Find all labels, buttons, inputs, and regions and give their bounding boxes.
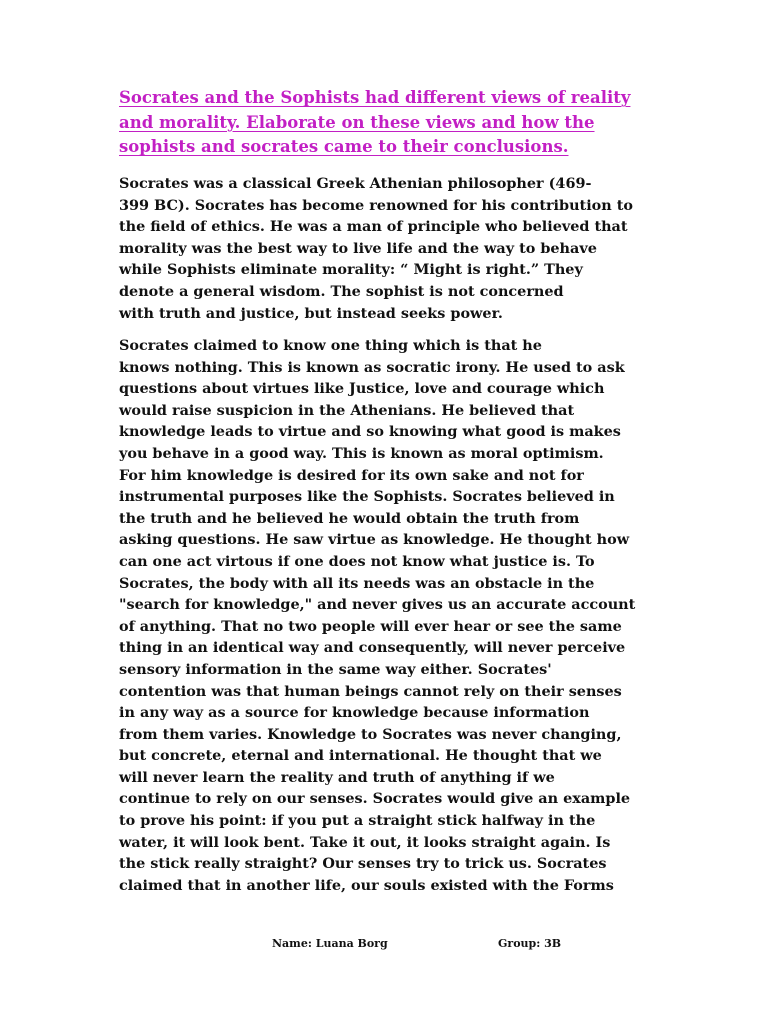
- paragraph-1: Socrates was a classical Greek Athenian philosopher (469- 399 BC). Socrates has become renowned for his contribution to the field of ethics. He was a man of principle who believed that morality was the best way to live life and the way to behave while Sophists eliminate morality: “ Might is right.” They denote a general wisdom. The sophist is not concerned with truth and justice, but instead seeks power.: [119, 175, 633, 322]
- footer-group: Group: 3B: [498, 937, 562, 950]
- footer-student-name: Name: Luana Borg: [272, 937, 388, 950]
- essay-title: Socrates and the Sophists had different views of reality and morality. Elaborate on these views and how the sophists and socrates came to their conclusions.: [119, 88, 631, 156]
- paragraph-2: Socrates claimed to know one thing which is that he knows nothing. This is known as socratic irony. He used to ask questions about virtues like Justice, love and courage which would raise suspicion in the Athenians. He believed that knowledge leads to virtue and so knowing what good is makes you behave in a good way. This is known as moral optimism. For him knowledge is desired for its own sake and not for instrumental purposes like the Sophists. Socrates believed in the truth and he believed he would obtain the truth from asking questions. He saw virtue as knowledge. He thought how can one act virtous if one does not know what justice is. To Socrates, the body with all its needs was an obstacle in the "search for knowledge," and never gives us an accurate account of anything. That no two people will ever hear or see the same thing in an identical way and consequently, will never perceive sensory information in the same way either. Socrates' contention was that human beings cannot rely on their senses in any way as a source for knowledge because information from them varies. Knowledge to Socrates was never changing, but concrete, eternal and international. He thought that we will never learn the reality and truth of anything if we continue to rely on our senses. Socrates would give an example to prove his point: if you put a straight stick halfway in the water, it will look bent. Take it out, it looks straight again. Is the stick really straight? Our senses try to trick us. Socrates claimed that in another life, our souls existed with the Forms: [119, 337, 636, 894]
